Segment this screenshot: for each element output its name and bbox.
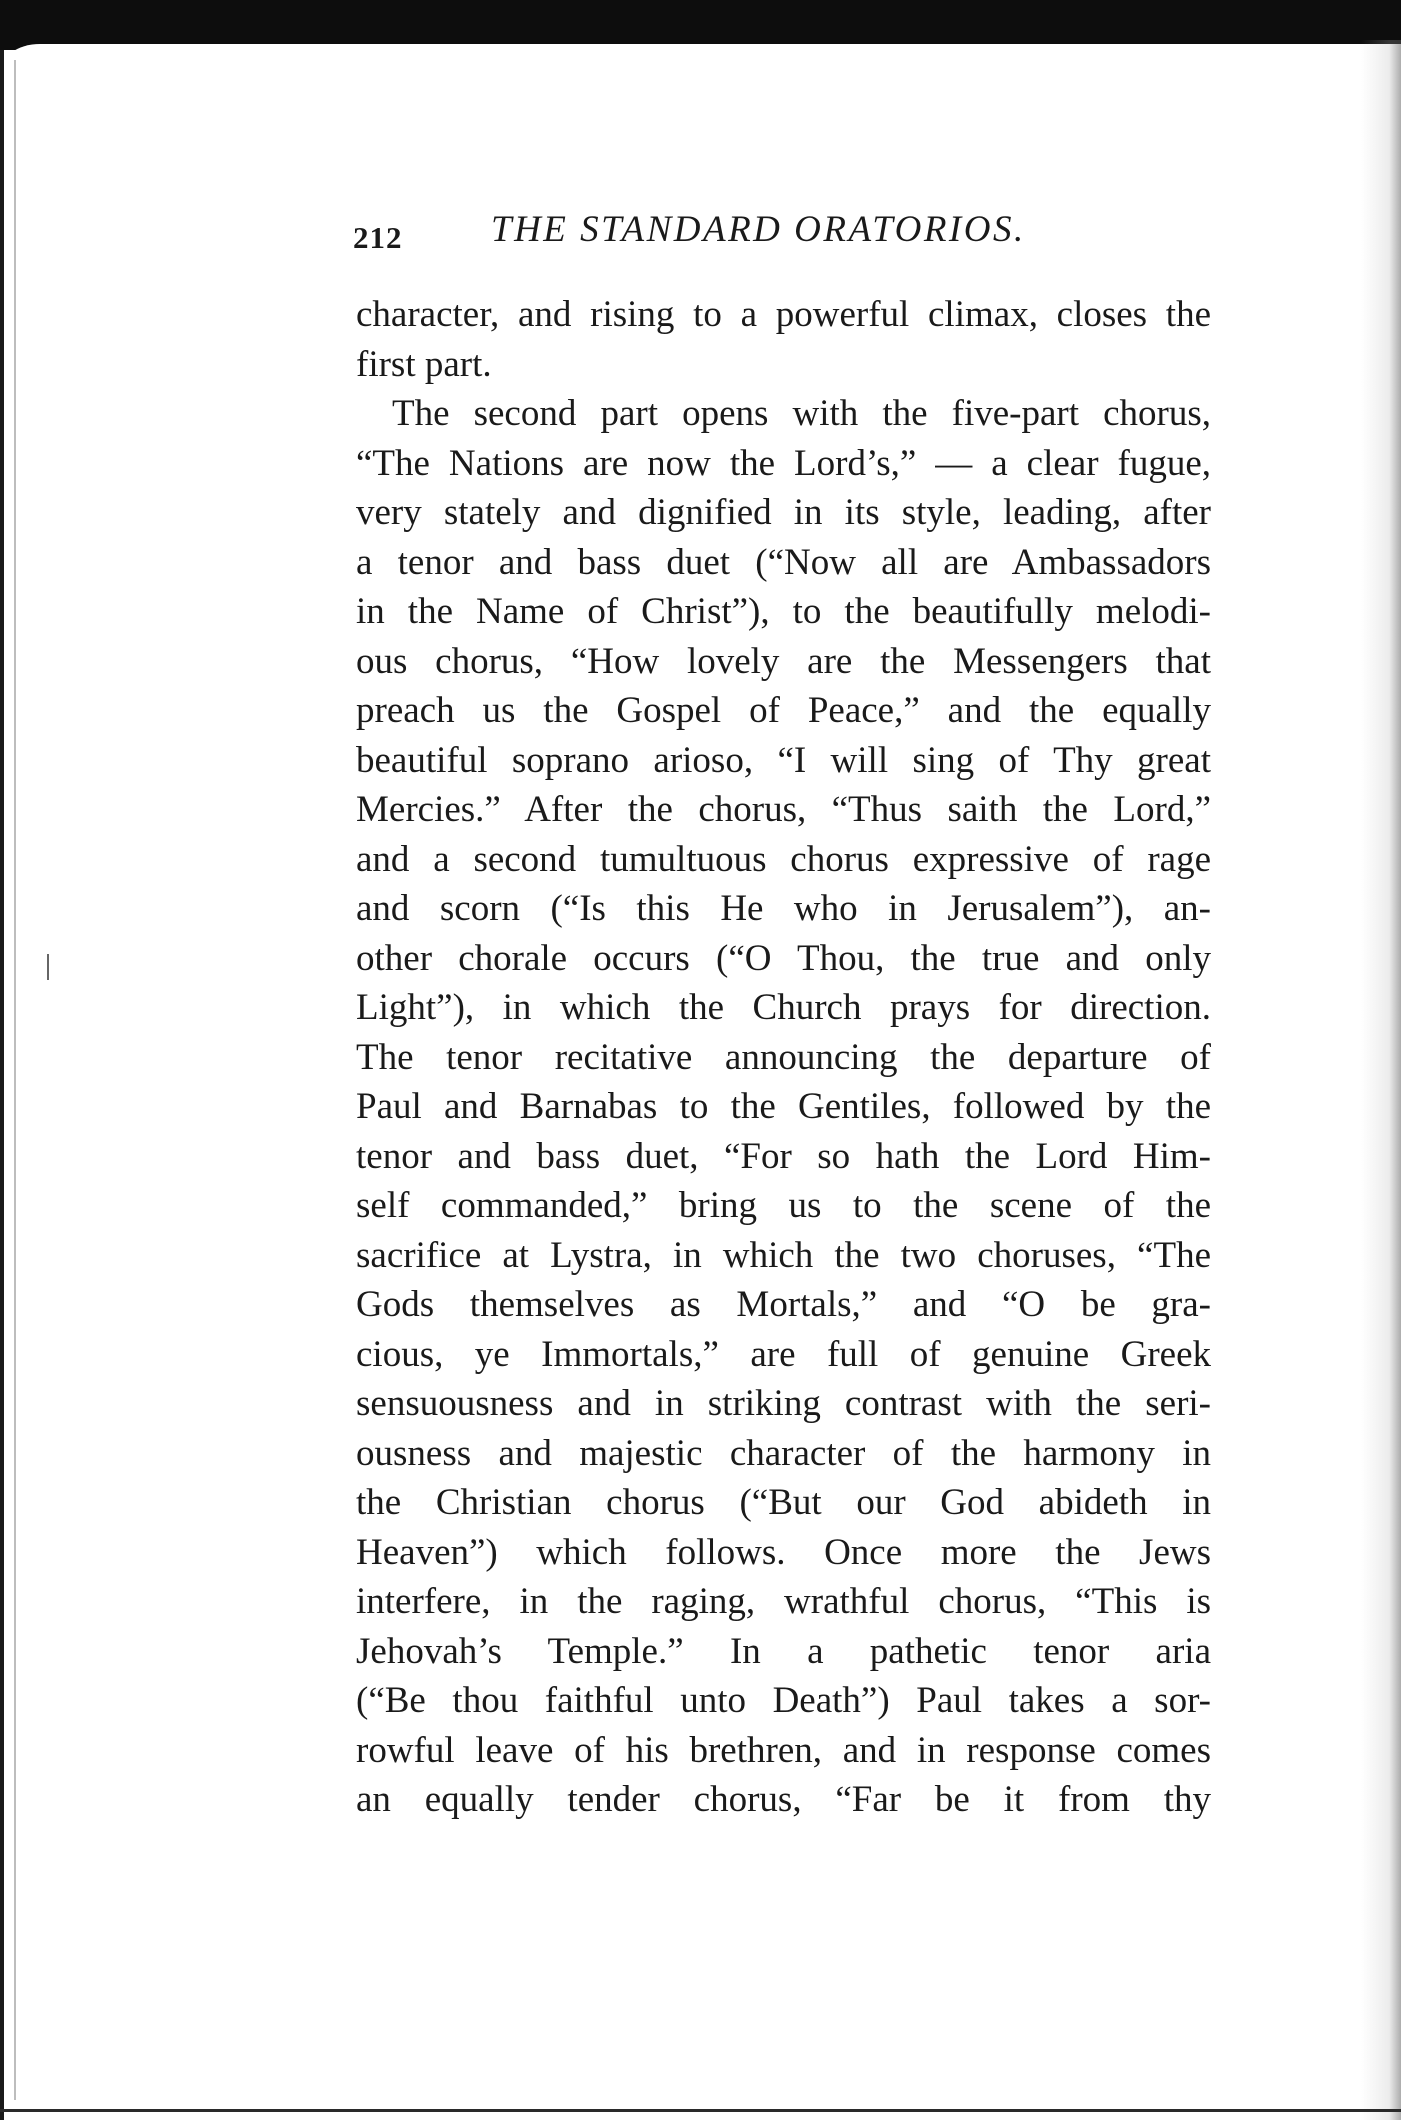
scan-margin-mark	[47, 954, 49, 980]
text-line: “The Nations are now the Lord’s,” — a clear fugue,	[356, 442, 1211, 484]
scan-border-bottom	[0, 2109, 1401, 2112]
scan-border-right	[1361, 40, 1401, 2120]
text-line: rowful leave of his brethren, and in response comes	[356, 1729, 1211, 1771]
text-line: Heaven”) which follows. Once more the Jews	[356, 1531, 1211, 1573]
scan-border-top	[0, 0, 1401, 50]
text-line: (“Be thou faithful unto Death”) Paul takes a sor-	[356, 1680, 1211, 1721]
text-line: sensuousness and in striking contrast with the seri-	[356, 1383, 1211, 1424]
text-line: ous chorus, “How lovely are the Messengers that	[356, 640, 1211, 682]
text-line: Jehovah’s Temple.” In a pathetic tenor aria	[356, 1630, 1211, 1672]
running-title: THE STANDARD ORATORIOS.	[491, 209, 1026, 250]
text-line: very stately and dignified in its style, leading, after	[356, 492, 1211, 533]
body-text	[356, 290, 1211, 1825]
text-line: cious, ye Immortals,” are full of genuine Greek	[356, 1333, 1211, 1375]
scan-border-left	[0, 50, 12, 2120]
text-line: sacrifice at Lystra, in which the two choruses, “The	[356, 1234, 1211, 1276]
text-line: and scorn (“Is this He who in Jerusalem”), an-	[356, 888, 1211, 929]
scan-gutter-line	[14, 60, 16, 2100]
text-line: a tenor and bass duet (“Now all are Ambassadors	[356, 541, 1211, 583]
text-line: character, and rising to a powerful climax, closes the	[356, 294, 1211, 335]
text-line: interfere, in the raging, wrathful chorus, “This is	[356, 1581, 1211, 1622]
text-line: Paul and Barnabas to the Gentiles, followed by the	[356, 1086, 1211, 1127]
text-line: Light”), in which the Church prays for direction.	[356, 987, 1211, 1028]
text-line: tenor and bass duet, “For so hath the Lord Him-	[356, 1135, 1211, 1177]
text-line: ousness and majestic character of the harmony in	[356, 1432, 1211, 1474]
text-line: first part.	[356, 343, 492, 385]
text-line: other chorale occurs (“O Thou, the true and only	[356, 937, 1211, 979]
text-line: beautiful soprano arioso, “I will sing of Thy great	[356, 739, 1211, 781]
text-line: self commanded,” bring us to the scene of the	[356, 1185, 1211, 1226]
text-line: The tenor recitative announcing the departure of	[356, 1036, 1211, 1078]
text-line: an equally tender chorus, “Far be it from thy	[356, 1779, 1211, 1820]
text-line: Mercies.” After the chorus, “Thus saith the Lord,”	[356, 789, 1211, 830]
text-line: the Christian chorus (“But our God abideth in	[356, 1482, 1211, 1523]
text-line: preach us the Gospel of Peace,” and the equally	[356, 690, 1211, 731]
page-header	[353, 208, 1213, 268]
text-line: and a second tumultuous chorus expressive of rage	[356, 838, 1211, 880]
scan-page-edge	[0, 44, 1401, 72]
page-number: 212	[353, 220, 403, 255]
text-line: The second part opens with the five-part chorus,	[392, 393, 1211, 434]
text-line: in the Name of Christ”), to the beautifully melodi-	[356, 591, 1211, 632]
text-line: Gods themselves as Mortals,” and “O be gra-	[356, 1284, 1211, 1325]
